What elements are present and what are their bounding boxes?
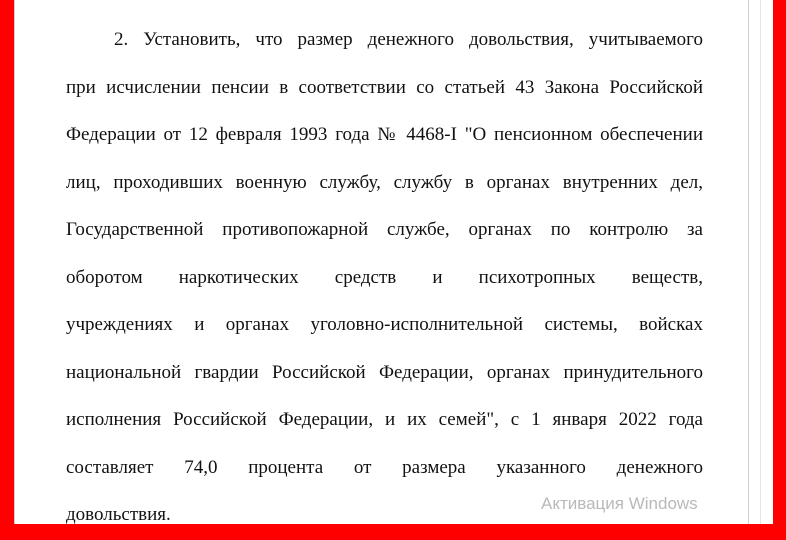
paragraph-line: Государственной противопожарной службе, органах по контролю за	[66, 219, 703, 240]
page-edge-divider	[748, 0, 749, 524]
paragraph-line: исполнения Российской Федерации, и их семей", с 1 января 2022 года	[66, 409, 703, 430]
document-paragraph	[66, 16, 703, 524]
paragraph-line: 2. Установить, что размер денежного довольствия, учитываемого	[114, 29, 703, 50]
windows-activation-watermark: Активация Windows	[541, 494, 698, 513]
scrollbar-track[interactable]	[760, 0, 761, 524]
paragraph-line: довольствия.	[66, 504, 171, 524]
paragraph-line: учреждениях и органах уголовно-исполнительной системы, войсках	[66, 314, 703, 335]
paragraph-line: лиц, проходивших военную службу, службу в органах внутренних дел,	[66, 171, 703, 193]
document-page	[14, 0, 773, 524]
paragraph-line: составляет 74,0 процента от размера указанного денежного	[66, 456, 703, 478]
paragraph-line: оборотом наркотических средств и психотропных веществ,	[66, 266, 703, 288]
paragraph-line: Федерации от 12 февраля 1993 года № 4468-I "О пенсионном обеспечении	[66, 124, 703, 145]
paragraph-line: при исчислении пенсии в соответствии со статьей 43 Закона Российской	[66, 76, 703, 98]
paragraph-line: национальной гвардии Российской Федерации, органах принудительного	[66, 361, 703, 383]
